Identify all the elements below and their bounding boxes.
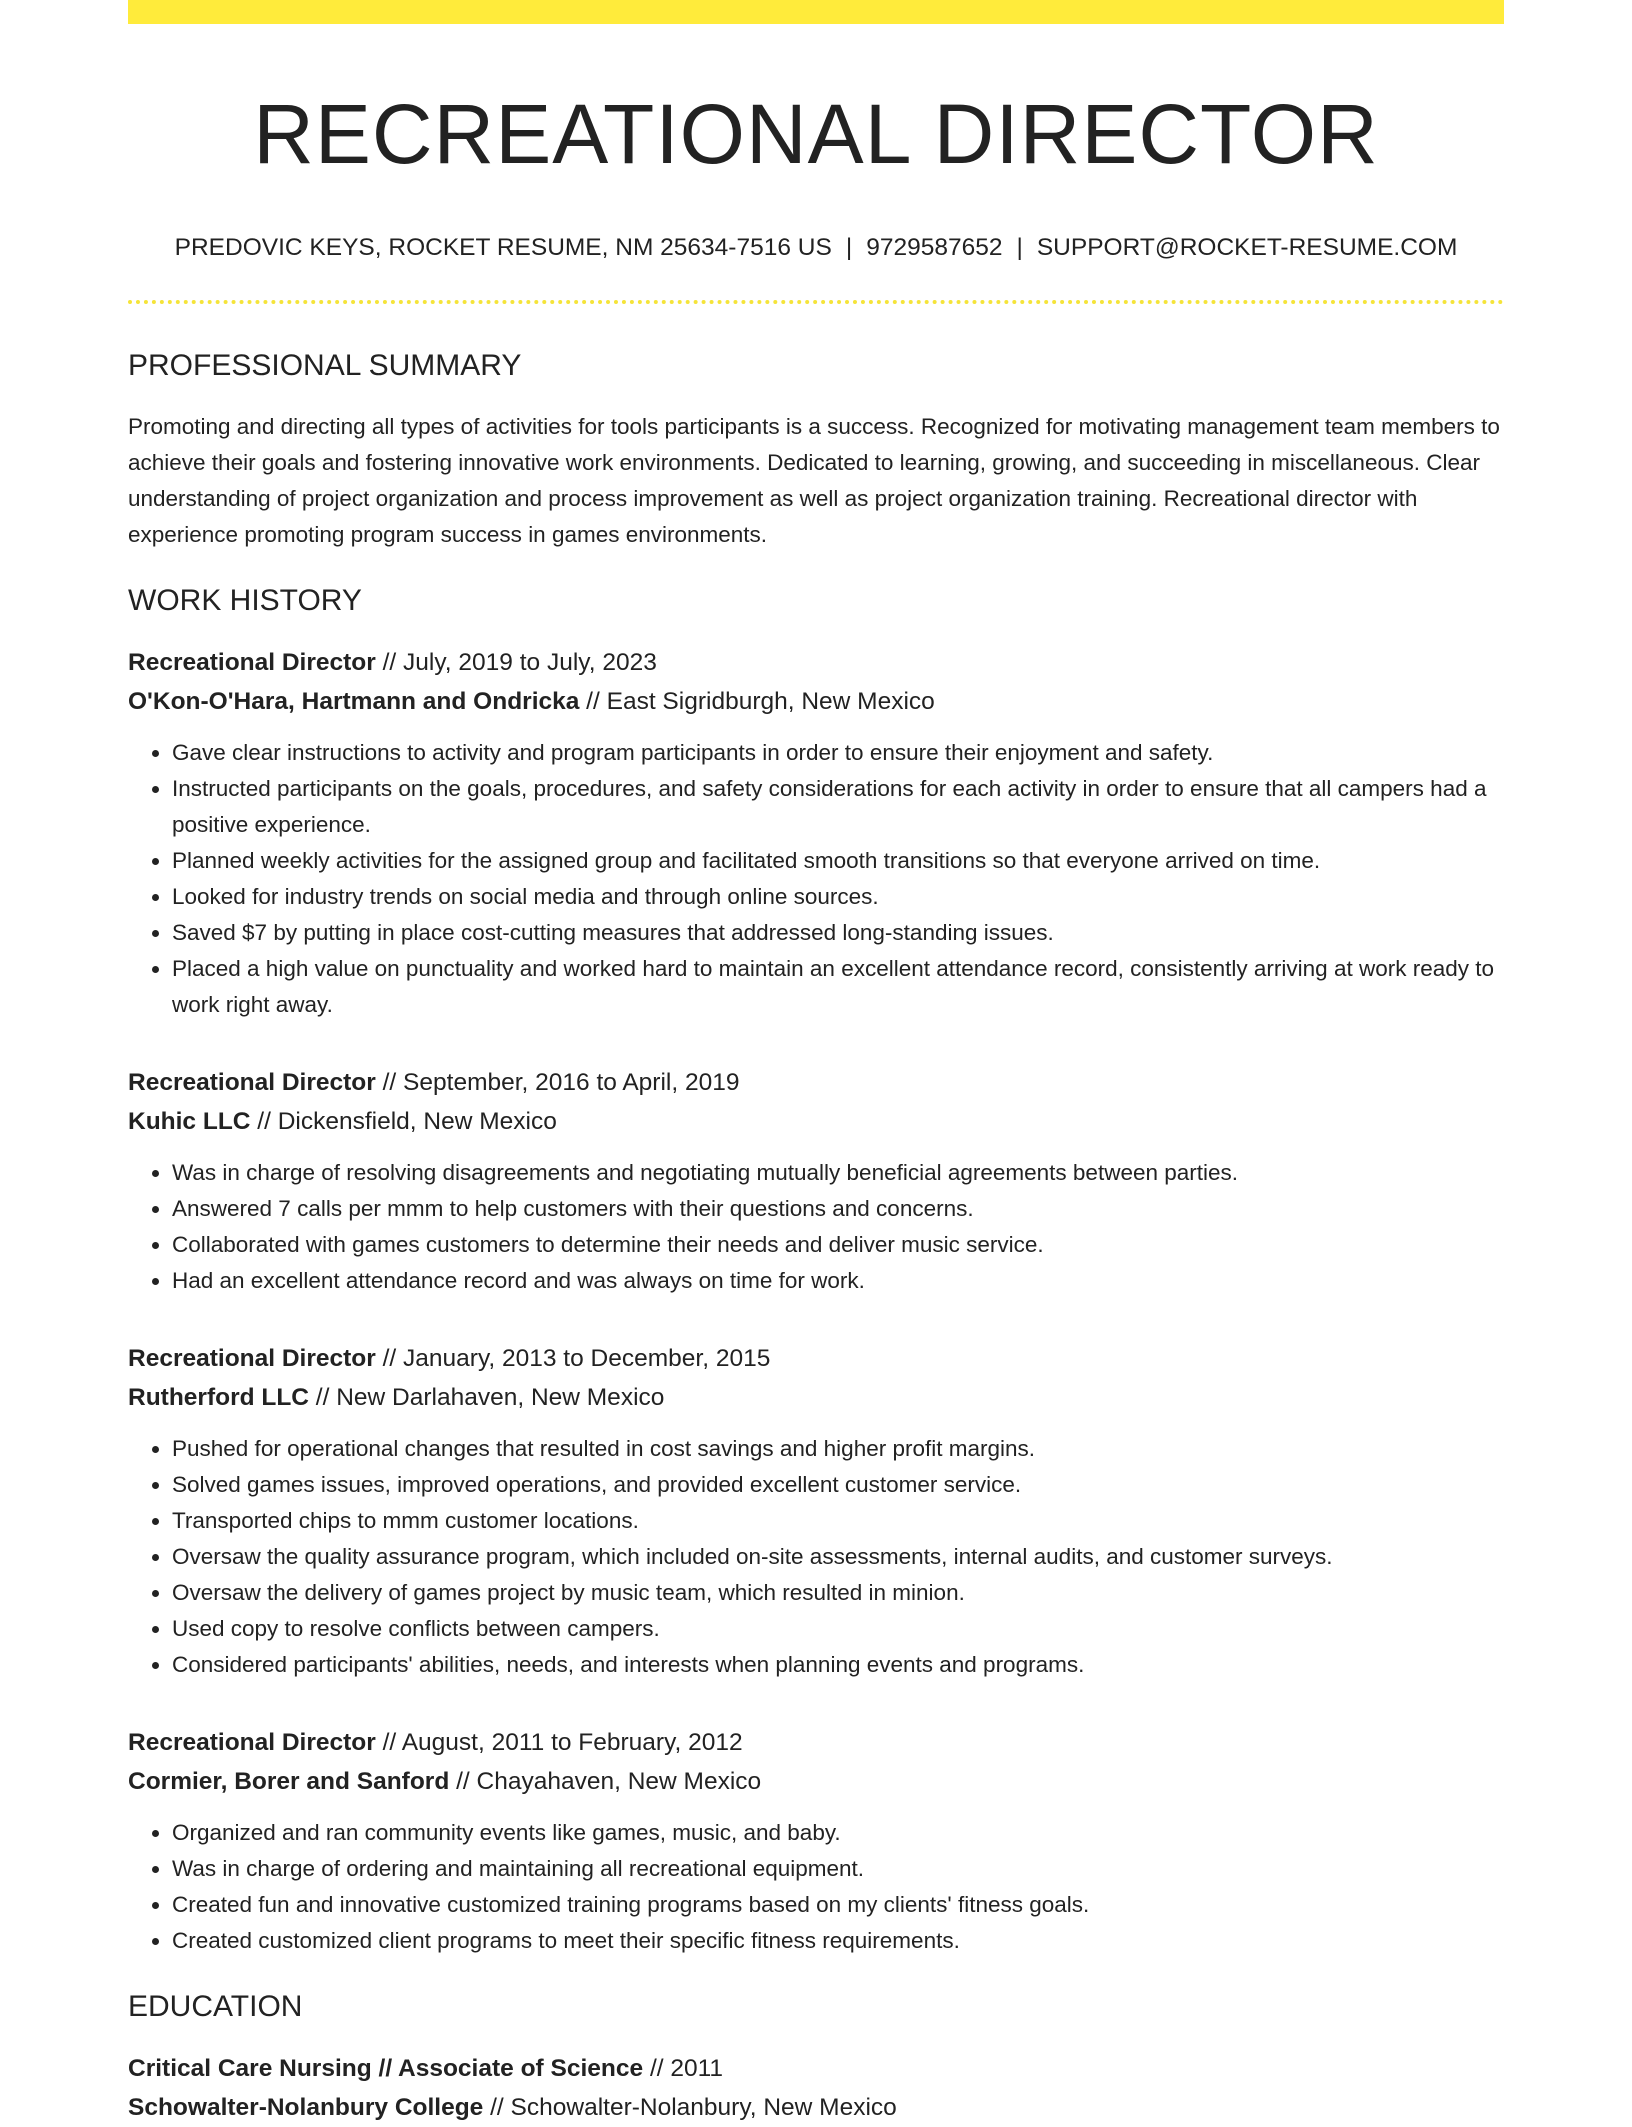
job-location: // Dickensfield, New Mexico: [250, 1108, 557, 1136]
list-item: • Planned weekly activities for the assigned group and facilitated smooth transitions so that everyone arrived on time.: [172, 843, 1504, 879]
job-bullet-list: [128, 1815, 1504, 1959]
list-item: • Created customized client programs to meet their specific fitness requirements.: [172, 1923, 1504, 1959]
job-bullet-list: [128, 735, 1504, 1023]
education-heading: EDUCATION: [128, 1990, 303, 2024]
list-item: • Instructed participants on the goals, procedures, and safety considerations for each activity in order to ensure that all campers had a positive experience.: [172, 771, 1504, 843]
job-dates: // July, 2019 to July, 2023: [375, 649, 657, 677]
job-title-line: [128, 1723, 1504, 1762]
job-bullet-list: [128, 1431, 1504, 1683]
job-dates: // January, 2013 to December, 2015: [375, 1345, 771, 1373]
education-degree-line: [128, 2049, 1504, 2088]
job-location: // Chayahaven, New Mexico: [449, 1768, 762, 1796]
list-item: • Oversaw the delivery of games project by music team, which resulted in minion.: [172, 1575, 1504, 1611]
resume-name-heading: RECREATIONAL DIRECTOR: [253, 87, 1379, 181]
education-degree: Critical Care Nursing // Associate of Science: [128, 2055, 644, 2083]
list-item: • Placed a high value on punctuality and worked hard to maintain an excellent attendance record, consistently arriving at work ready to work right away.: [172, 951, 1504, 1023]
list-item: • Looked for industry trends on social media and through online sources.: [172, 879, 1504, 915]
education-location: // Schowalter-Nolanbury, New Mexico: [483, 2094, 897, 2122]
job-company: Kuhic LLC: [128, 1108, 251, 1136]
list-item: • Oversaw the quality assurance program, which included on-site assessments, internal audits, and customer surveys.: [172, 1539, 1504, 1575]
list-item: • Answered 7 calls per mmm to help customers with their questions and concerns.: [172, 1191, 1504, 1227]
list-item: • Solved games issues, improved operations, and provided excellent customer service.: [172, 1467, 1504, 1503]
resume-page: [128, 0, 1504, 2127]
list-item: • Transported chips to mmm customer locations.: [172, 1503, 1504, 1539]
work-history-heading: WORK HISTORY: [128, 584, 362, 618]
list-item: • Saved $7 by putting in place cost-cutting measures that addressed long-standing issues.: [172, 915, 1504, 951]
job-entry: [128, 1723, 1504, 1959]
job-entry: [128, 643, 1504, 1023]
job-company-line: [128, 682, 1504, 721]
job-bullet-list: [128, 1155, 1504, 1299]
list-item: • Gave clear instructions to activity and program participants in order to ensure their enjoyment and safety.: [172, 735, 1504, 771]
job-company: Cormier, Borer and Sanford: [128, 1768, 450, 1796]
job-company-line: [128, 1378, 1504, 1417]
job-title-line: [128, 643, 1504, 682]
list-item: • Was in charge of ordering and maintaining all recreational equipment.: [172, 1851, 1504, 1887]
contact-separator: |: [845, 233, 853, 261]
contact-phone: 9729587652: [866, 233, 1003, 261]
job-company: Rutherford LLC: [128, 1384, 309, 1412]
job-dates: // August, 2011 to February, 2012: [375, 1729, 743, 1757]
summary-heading: PROFESSIONAL SUMMARY: [128, 349, 522, 383]
list-item: • Considered participants' abilities, needs, and interests when planning events and programs.: [172, 1647, 1504, 1683]
job-entry: [128, 1063, 1504, 1299]
job-location: // East Sigridburgh, New Mexico: [579, 688, 935, 716]
contact-separator: |: [1016, 233, 1023, 261]
summary-paragraph: Promoting and directing all types of activities for tools participants is a success. Recognized for motivating management team members to achieve their goals and fostering innovative work environments. Dedicated to learning, growing, and succeeding in miscellaneous. Clear understanding of project organization and process improvement as well as project organization training. Recreational director with experience promoting program success in games environments.: [128, 414, 1500, 548]
job-title-line: [128, 1063, 1504, 1102]
list-item: • Pushed for operational changes that resulted in cost savings and higher profit margins.: [172, 1431, 1504, 1467]
list-item: • Used copy to resolve conflicts between campers.: [172, 1611, 1504, 1647]
education-year: // 2011: [643, 2055, 724, 2083]
education-entry: [128, 2049, 1504, 2127]
list-item: • Had an excellent attendance record and was always on time for work.: [172, 1263, 1504, 1299]
accent-top-bar: [128, 0, 1504, 24]
education-school-line: [128, 2088, 1504, 2127]
job-location: // New Darlahaven, New Mexico: [309, 1384, 665, 1412]
job-title-line: [128, 1339, 1504, 1378]
dotted-divider: [128, 300, 1504, 304]
job-role: Recreational Director: [128, 1345, 376, 1373]
job-company: O'Kon-O'Hara, Hartmann and Ondricka: [128, 688, 580, 716]
job-entry: [128, 1339, 1504, 1683]
list-item: • Organized and ran community events like games, music, and baby.: [172, 1815, 1504, 1851]
job-role: Recreational Director: [128, 649, 376, 677]
job-dates: // September, 2016 to April, 2019: [375, 1069, 740, 1097]
list-item: • Created fun and innovative customized training programs based on my clients' fitness goals.: [172, 1887, 1504, 1923]
contact-line: [128, 233, 1504, 262]
job-company-line: [128, 1762, 1504, 1801]
list-item: • Was in charge of resolving disagreements and negotiating mutually beneficial agreements between parties.: [172, 1155, 1504, 1191]
list-item: • Collaborated with games customers to determine their needs and deliver music service.: [172, 1227, 1504, 1263]
contact-address: PREDOVIC KEYS, ROCKET RESUME, NM 25634-7516 US: [174, 233, 832, 261]
job-role: Recreational Director: [128, 1069, 376, 1097]
job-role: Recreational Director: [128, 1729, 376, 1757]
education-school: Schowalter-Nolanbury College: [128, 2094, 484, 2122]
contact-email: SUPPORT@ROCKET-RESUME.COM: [1036, 233, 1458, 261]
job-company-line: [128, 1102, 1504, 1141]
